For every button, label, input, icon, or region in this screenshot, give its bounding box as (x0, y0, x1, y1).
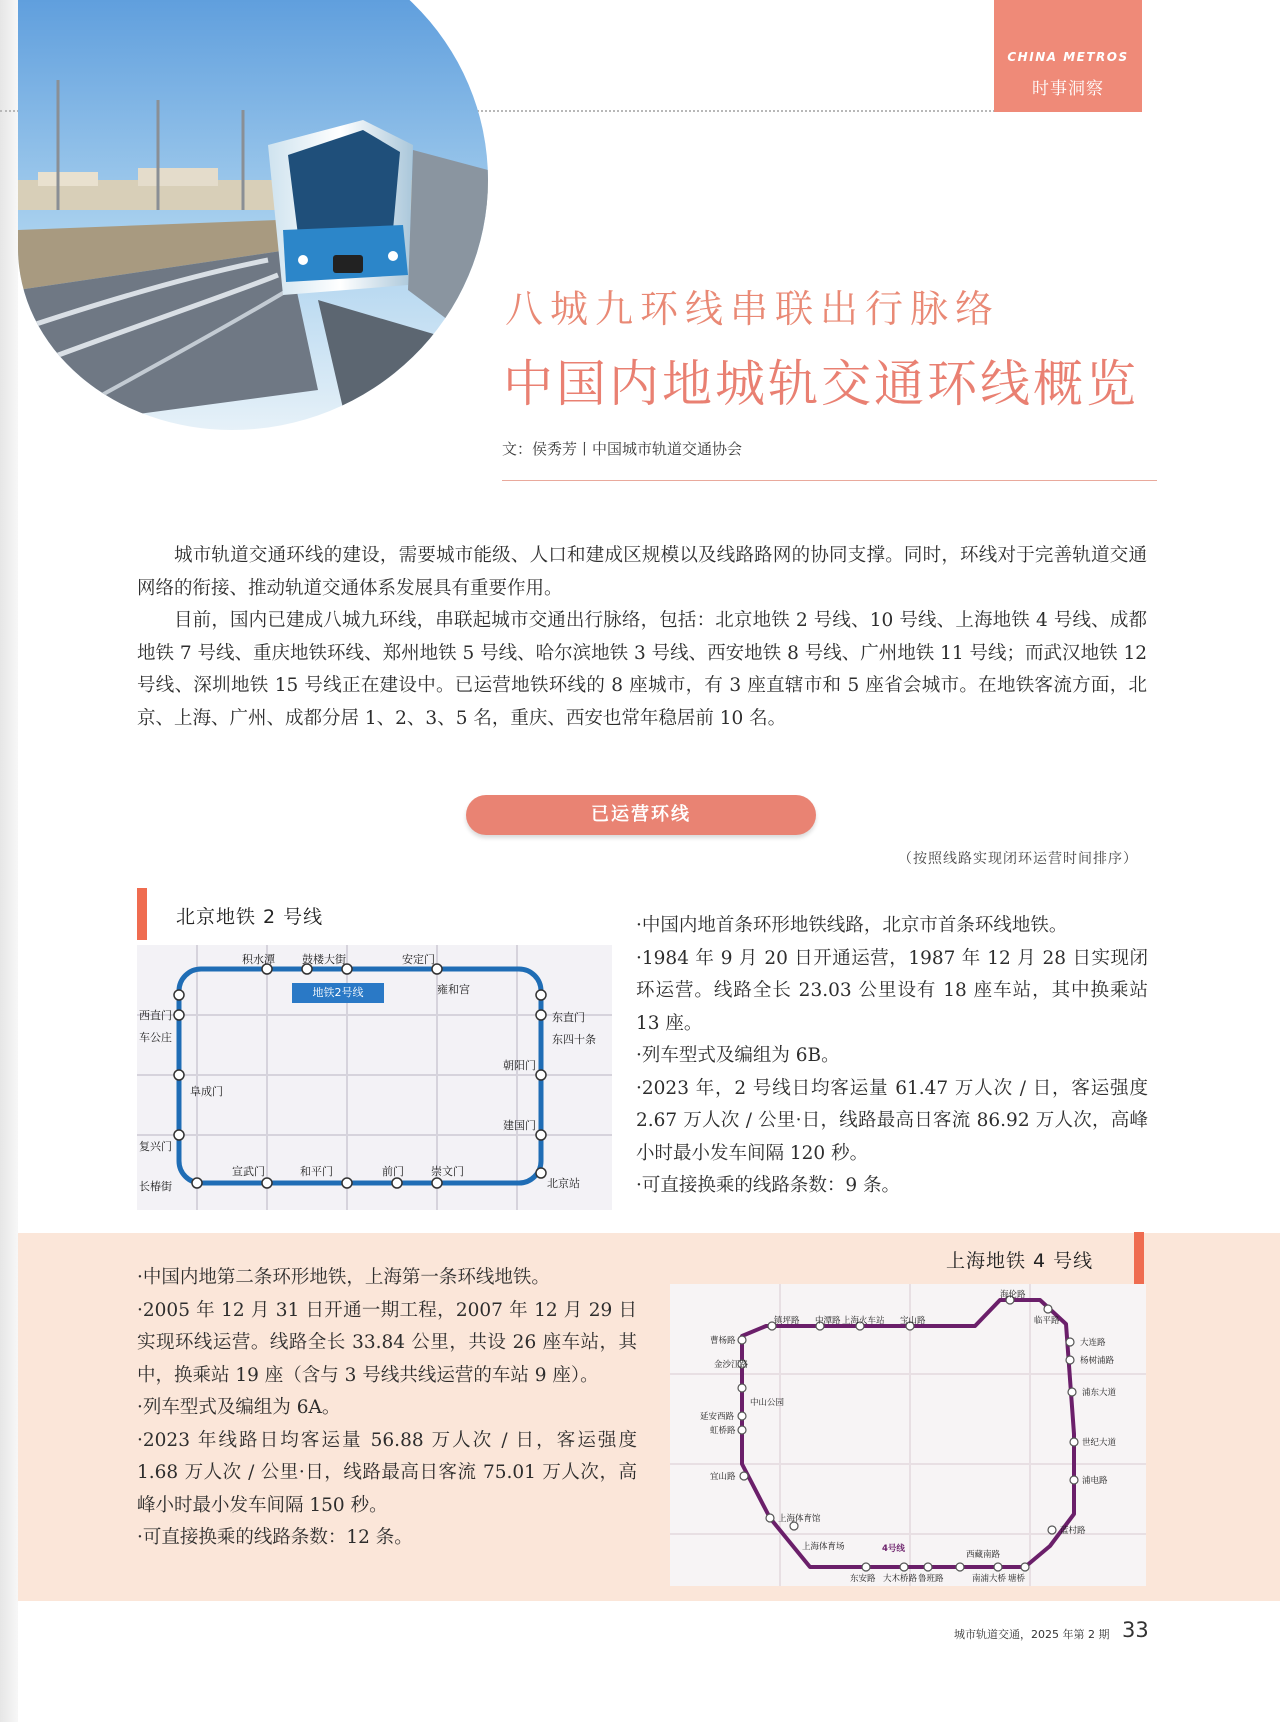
station-chegongzhuang: 车公庄 (139, 1031, 172, 1044)
beijing-fact-4: ·2023 年，2 号线日均客运量 61.47 万人次 / 日，客运强度 2.67 万人次 / 公里·日，线路最高日客流 86.92 万人次，高峰小时最小发车间隔 120 秒。 (636, 1077, 1148, 1164)
station-jishuitan: 积水潭 (242, 953, 275, 966)
station-luban: 鲁班路 (918, 1574, 944, 1584)
beijing-fact-5: ·可直接换乘的线路条数：9 条。 (636, 1175, 901, 1196)
line4-label: 4号线 (882, 1544, 905, 1554)
station-dongsishitiao: 东四十条 (552, 1033, 596, 1046)
station-dongan: 东安路 (850, 1574, 876, 1584)
beijing-line2-map (137, 945, 612, 1210)
beijing-facts (636, 910, 1148, 1203)
shanghai-fact-5: ·可直接换乘的线路条数：12 条。 (137, 1527, 413, 1548)
station-fuxingmen: 复兴门 (139, 1140, 172, 1153)
station-baoshan: 宝山路 (900, 1316, 926, 1326)
station-jianguomen: 建国门 (503, 1119, 536, 1132)
station-tangqiao: 塘桥 (1008, 1574, 1026, 1584)
beijing-fact-3: ·列车型式及编组为 6B。 (636, 1045, 840, 1066)
station-gulou: 鼓楼大街 (302, 953, 346, 966)
beijing-fact-1: ·中国内地首条环形地铁线路，北京市首条环线地铁。 (636, 915, 1068, 936)
beijing-fact-2: ·1984 年 9 月 20 日开通运营，1987 年 12 月 28 日实现闭环运营。线路全长 23.03 公里设有 18 座车站，其中换乘站 13 座。 (636, 947, 1148, 1034)
station-hongqiao: 虹桥路 (710, 1426, 736, 1436)
station-linpinglu: 临平路 (1034, 1316, 1060, 1326)
station-chongwenmen: 崇文门 (431, 1165, 464, 1178)
station-dalianlu: 大连路 (1080, 1338, 1106, 1348)
beijing-heading: 北京地铁 2 号线 (176, 906, 324, 928)
article-title: 中国内地城轨交通环线概览 (503, 355, 1139, 413)
station-jinshajiang: 金沙江路 (714, 1360, 749, 1370)
hero-train-photo (18, 0, 488, 430)
shanghai-fact-1: ·中国内地第二条环形地铁，上海第一条环线地铁。 (137, 1267, 550, 1288)
journal-footer: 城市轨道交通，2025 年第 2 期 (954, 1628, 1110, 1641)
title-rule (502, 480, 1157, 481)
shanghai-map-graphic (670, 1284, 1146, 1586)
station-xizangnanlu: 西藏南路 (966, 1550, 1001, 1560)
page-gutter (0, 0, 18, 1722)
intro-text (137, 540, 1147, 735)
station-yonghegong: 雍和宫 (437, 983, 470, 996)
tab-chinese: 时事洞察 (1032, 79, 1104, 99)
shanghai-accent-bar (1134, 1232, 1144, 1284)
station-zhongtan: 中潭路 (815, 1316, 841, 1326)
station-pudongdadao: 浦东大道 (1082, 1388, 1117, 1398)
intro-paragraph-2: 目前，国内已建成八城九环线，串联起城市交通出行脉络，包括：北京地铁 2 号线、10 号线、上海地铁 4 号线、成都地铁 7 号线、重庆地铁环线、郑州地铁 5 号线、哈尔滨地铁 3 号线、西安地铁 8 号线、广州地铁 11 号线；而武汉地铁 12 号线、深圳地铁 15 号线正在建设中。已运营地铁环线的 8 座城市，有 3 座直辖市和 5 座省会城市。在地铁客流方面，北京、上海、广州、成都分居 1、2、3、5 名，重庆、西安也常年稳居前 10 名。 (137, 610, 1147, 729)
station-hepingmen: 和平门 (300, 1165, 333, 1178)
station-xuanwumen: 宣武门 (232, 1165, 265, 1178)
article-kicker: 八城九环线串联出行脉络 (505, 287, 1001, 331)
section-tab (994, 0, 1142, 112)
station-hailunlu: 海伦路 (1000, 1290, 1026, 1300)
station-damuqiao: 大木桥路 (883, 1574, 918, 1584)
article-byline: 文：侯秀芳丨中国城市轨道交通协会 (502, 440, 743, 458)
intro-paragraph-1: 城市轨道交通环线的建设，需要城市能级、人口和建成区规模以及线路路网的协同支撑。同时，环线对于完善轨道交通网络的衔接、推动轨道交通体系发展具有重要作用。 (137, 545, 1147, 599)
page-number: 33 (1122, 1618, 1149, 1642)
station-zhongshan: 中山公园 (750, 1398, 785, 1408)
station-xizhimen: 西直门 (139, 1009, 172, 1022)
station-changchunjie: 长椿街 (139, 1180, 172, 1193)
station-andingmen: 安定门 (402, 953, 435, 966)
beijing-accent-bar (137, 888, 147, 940)
shanghai-fact-2: ·2005 年 12 月 31 日开通一期工程，2007 年 12 月 29 日实现环线运营。线路全长 33.84 公里，共设 26 座车站，其中，换乘站 19 座（含与 3 号线共线运营的车站 9 座）。 (137, 1299, 637, 1386)
beijing-map-line-label: 地铁2号线 (292, 983, 384, 1003)
station-zhenping: 镇坪路 (774, 1316, 800, 1326)
station-pudianlu: 浦电路 (1082, 1476, 1108, 1486)
shanghai-fact-3: ·列车型式及编组为 6A。 (137, 1397, 341, 1418)
station-dongzhimen: 东直门 (552, 1011, 585, 1024)
station-beijingzhan: 北京站 (547, 1177, 580, 1190)
station-shanghaihuochezhan: 上海火车站 (842, 1316, 885, 1326)
station-caoyang: 曹杨路 (710, 1336, 736, 1346)
station-nanpudaqiao: 南浦大桥 (972, 1574, 1007, 1584)
shanghai-facts (137, 1262, 637, 1555)
shanghai-heading: 上海地铁 4 号线 (946, 1250, 1094, 1272)
section-pill: 已运营环线 (466, 795, 816, 835)
shanghai-fact-4: ·2023 年线路日均客运量 56.88 万人次 / 日，客运强度 1.68 万人次 / 公里·日，线路最高日客流 75.01 万人次，高峰小时最小发车间隔 150 秒。 (137, 1429, 637, 1516)
station-qianmen: 前门 (382, 1165, 404, 1178)
shanghai-line4-map (670, 1284, 1146, 1586)
station-lancunlu: 蓝村路 (1060, 1526, 1086, 1536)
station-shanghaitiyuchang: 上海体育场 (802, 1542, 845, 1552)
tab-english: CHINA METROS (1007, 50, 1129, 64)
station-yangshupulu: 杨树浦路 (1080, 1356, 1115, 1366)
station-chaoyangmen: 朝阳门 (503, 1059, 536, 1072)
station-shijidadao: 世纪大道 (1082, 1438, 1117, 1448)
station-shanghaitiyuguan: 上海体育馆 (778, 1514, 821, 1524)
ordering-note: （按照线路实现闭环运营时间排序） (898, 851, 1138, 867)
station-fuchengmen: 阜成门 (190, 1085, 223, 1098)
station-yananxilu: 延安西路 (700, 1412, 735, 1422)
station-yishan: 宜山路 (710, 1472, 736, 1482)
